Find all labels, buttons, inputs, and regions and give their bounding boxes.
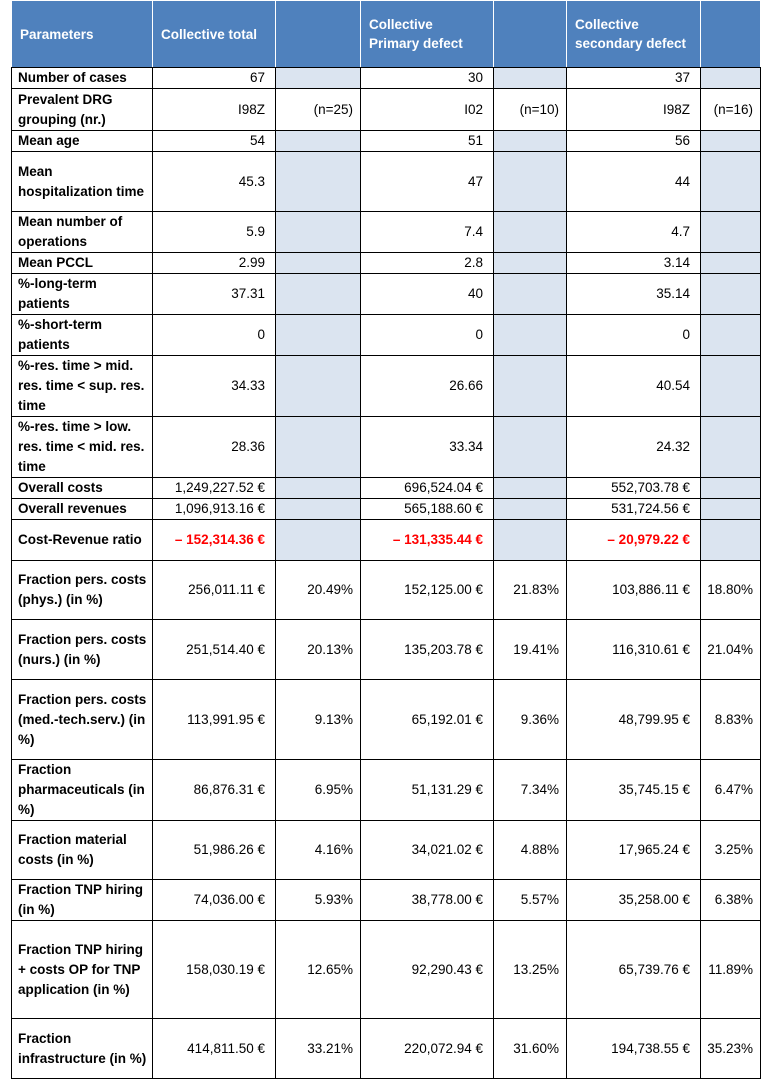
row-label: Fraction TNP hiring + costs OP for TNP application (in %) — [12, 921, 153, 1019]
row-label: %-long-term patients — [12, 274, 153, 315]
table-row — [12, 680, 761, 760]
cell-value: 1,249,227.52 € — [153, 478, 276, 499]
cell-share: 6.38% — [701, 880, 761, 921]
cell-value: 33.34 — [361, 417, 494, 478]
cell-value: 30 — [361, 68, 494, 89]
row-label: Mean hospitalization time — [12, 152, 153, 212]
cell-share: 33.21% — [276, 1019, 361, 1079]
cell-share — [276, 315, 361, 356]
cell-share — [494, 520, 567, 561]
row-label: %-short-term patients — [12, 315, 153, 356]
cell-value: 565,188.60 € — [361, 499, 494, 520]
header-total-extra — [276, 1, 361, 68]
table-row — [12, 274, 761, 315]
cell-value: 37 — [567, 68, 701, 89]
cell-share: 11.89% — [701, 921, 761, 1019]
cell-value: 92,290.43 € — [361, 921, 494, 1019]
cell-share — [701, 417, 761, 478]
cell-share — [494, 478, 567, 499]
header-row — [12, 1, 761, 68]
table-row — [12, 821, 761, 880]
cell-share: 3.25% — [701, 821, 761, 880]
row-label: Fraction material costs (in %) — [12, 821, 153, 880]
cell-value: 35,745.15 € — [567, 760, 701, 821]
cell-share — [494, 68, 567, 89]
cell-value: 34,021.02 € — [361, 821, 494, 880]
cell-share — [276, 68, 361, 89]
cell-share — [276, 253, 361, 274]
row-label: Prevalent DRG grouping (nr.) — [12, 89, 153, 131]
cell-share — [276, 152, 361, 212]
table-row — [12, 880, 761, 921]
cell-share — [494, 131, 567, 152]
row-label: Cost-Revenue ratio — [12, 520, 153, 561]
cell-share — [494, 417, 567, 478]
cell-value: 44 — [567, 152, 701, 212]
cell-value: 220,072.94 € — [361, 1019, 494, 1079]
cell-value: 152,125.00 € — [361, 561, 494, 620]
header-parameters: Parameters — [12, 1, 153, 68]
cell-value: 40.54 — [567, 356, 701, 417]
cell-value: 37.31 — [153, 274, 276, 315]
cell-share: 21.04% — [701, 620, 761, 680]
cell-value: 251,514.40 € — [153, 620, 276, 680]
cell-share — [701, 212, 761, 253]
row-label: Mean number of operations — [12, 212, 153, 253]
row-label: Fraction pers. costs (phys.) (in %) — [12, 561, 153, 620]
cell-value: 194,738.55 € — [567, 1019, 701, 1079]
table-row — [12, 131, 761, 152]
cell-value: 414,811.50 € — [153, 1019, 276, 1079]
cell-share — [701, 478, 761, 499]
cell-share — [701, 152, 761, 212]
cell-value: 65,739.76 € — [567, 921, 701, 1019]
cell-share — [494, 356, 567, 417]
cell-value: 54 — [153, 131, 276, 152]
cell-value: 34.33 — [153, 356, 276, 417]
cell-value: 47 — [361, 152, 494, 212]
cell-value: 696,524.04 € — [361, 478, 494, 499]
cell-share: 9.36% — [494, 680, 567, 760]
cell-share — [701, 315, 761, 356]
cell-value: 17,965.24 € — [567, 821, 701, 880]
cell-value: 45.3 — [153, 152, 276, 212]
cell-value: 2.99 — [153, 253, 276, 274]
cell-share — [276, 356, 361, 417]
row-label: Mean PCCL — [12, 253, 153, 274]
cell-value: I98Z — [567, 89, 701, 131]
row-label: Fraction TNP hiring (in %) — [12, 880, 153, 921]
cell-value: 26.66 — [361, 356, 494, 417]
cell-share — [276, 520, 361, 561]
cell-share: 8.83% — [701, 680, 761, 760]
cell-share: (n=25) — [276, 89, 361, 131]
cell-share: 4.88% — [494, 821, 567, 880]
cell-share — [494, 253, 567, 274]
cell-value: 51 — [361, 131, 494, 152]
cell-value: 1,096,913.16 € — [153, 499, 276, 520]
table-row — [12, 356, 761, 417]
cell-share: 6.95% — [276, 760, 361, 821]
cell-value: 35,258.00 € — [567, 880, 701, 921]
row-label: Overall costs — [12, 478, 153, 499]
cell-share — [701, 131, 761, 152]
cell-value: 67 — [153, 68, 276, 89]
table-row — [12, 520, 761, 561]
table-row — [12, 478, 761, 499]
cell-value: 0 — [567, 315, 701, 356]
cell-share — [276, 478, 361, 499]
cell-value: 7.4 — [361, 212, 494, 253]
cell-share — [701, 253, 761, 274]
header-secondary-defect: Collective secondary defect — [567, 1, 701, 68]
cell-value: I02 — [361, 89, 494, 131]
cell-value: 65,192.01 € — [361, 680, 494, 760]
cell-share — [276, 499, 361, 520]
row-label: %-res. time > low. res. time < mid. res. time — [12, 417, 153, 478]
cell-value: 103,886.11 € — [567, 561, 701, 620]
cell-value: 256,011.11 € — [153, 561, 276, 620]
cell-share: 21.83% — [494, 561, 567, 620]
cell-value: 0 — [153, 315, 276, 356]
table-row — [12, 760, 761, 821]
table-row — [12, 620, 761, 680]
cell-value: 113,991.95 € — [153, 680, 276, 760]
header-collective-total: Collective total — [153, 1, 276, 68]
cell-value: 86,876.31 € — [153, 760, 276, 821]
cell-share — [494, 315, 567, 356]
table-row — [12, 417, 761, 478]
cell-share — [701, 499, 761, 520]
cell-value: – 20,979.22 € — [567, 520, 701, 561]
cell-value: 35.14 — [567, 274, 701, 315]
cell-share — [276, 417, 361, 478]
header-secondary-extra — [701, 1, 761, 68]
cell-value: I98Z — [153, 89, 276, 131]
data-table — [11, 0, 761, 1079]
cell-share: 5.93% — [276, 880, 361, 921]
cell-share — [276, 131, 361, 152]
cell-value: 51,131.29 € — [361, 760, 494, 821]
table-row — [12, 561, 761, 620]
cell-share: 20.13% — [276, 620, 361, 680]
cell-share: 13.25% — [494, 921, 567, 1019]
cell-value: 4.7 — [567, 212, 701, 253]
cell-value: 0 — [361, 315, 494, 356]
cell-share: 12.65% — [276, 921, 361, 1019]
row-label: Fraction pers. costs (nurs.) (in %) — [12, 620, 153, 680]
table-row — [12, 921, 761, 1019]
row-label: Mean age — [12, 131, 153, 152]
table-row — [12, 212, 761, 253]
cell-value: 5.9 — [153, 212, 276, 253]
row-label: Number of cases — [12, 68, 153, 89]
cell-share — [494, 212, 567, 253]
cell-value: 40 — [361, 274, 494, 315]
cell-value: 28.36 — [153, 417, 276, 478]
table-row — [12, 1019, 761, 1079]
header-primary-defect: Collective Primary defect — [361, 1, 494, 68]
table-row — [12, 499, 761, 520]
cell-share: 7.34% — [494, 760, 567, 821]
cell-value: 3.14 — [567, 253, 701, 274]
cell-value: 158,030.19 € — [153, 921, 276, 1019]
cell-share: 6.47% — [701, 760, 761, 821]
cell-value: 74,036.00 € — [153, 880, 276, 921]
cell-value: 38,778.00 € — [361, 880, 494, 921]
cell-value: – 152,314.36 € — [153, 520, 276, 561]
cell-value: 116,310.61 € — [567, 620, 701, 680]
cell-share: (n=16) — [701, 89, 761, 131]
cell-value: 24.32 — [567, 417, 701, 478]
cell-value: 2.8 — [361, 253, 494, 274]
table-row — [12, 68, 761, 89]
cell-share: 19.41% — [494, 620, 567, 680]
cell-share: 18.80% — [701, 561, 761, 620]
cell-share — [494, 274, 567, 315]
cell-value: 56 — [567, 131, 701, 152]
cell-share — [701, 356, 761, 417]
cell-value: 48,799.95 € — [567, 680, 701, 760]
cell-share: 31.60% — [494, 1019, 567, 1079]
cell-share: (n=10) — [494, 89, 567, 131]
cell-share: 4.16% — [276, 821, 361, 880]
table-row — [12, 152, 761, 212]
cell-value: 51,986.26 € — [153, 821, 276, 880]
table-row — [12, 89, 761, 131]
cell-share — [276, 212, 361, 253]
row-label: Fraction pers. costs (med.-tech.serv.) (in %) — [12, 680, 153, 760]
row-label: Fraction infrastructure (in %) — [12, 1019, 153, 1079]
cell-share — [701, 68, 761, 89]
cell-value: 552,703.78 € — [567, 478, 701, 499]
cell-share: 5.57% — [494, 880, 567, 921]
header-primary-extra — [494, 1, 567, 68]
row-label: Fraction pharmaceuticals (in %) — [12, 760, 153, 821]
cell-share — [701, 274, 761, 315]
table-body — [12, 68, 761, 1079]
cell-value: 531,724.56 € — [567, 499, 701, 520]
cell-share — [701, 520, 761, 561]
cell-share — [494, 152, 567, 212]
cell-value: 135,203.78 € — [361, 620, 494, 680]
cell-share — [276, 274, 361, 315]
table-row — [12, 315, 761, 356]
cell-share — [494, 499, 567, 520]
cell-share: 35.23% — [701, 1019, 761, 1079]
row-label: %-res. time > mid. res. time < sup. res. time — [12, 356, 153, 417]
cell-value: – 131,335.44 € — [361, 520, 494, 561]
cell-share: 20.49% — [276, 561, 361, 620]
row-label: Overall revenues — [12, 499, 153, 520]
cell-share: 9.13% — [276, 680, 361, 760]
table-row — [12, 253, 761, 274]
